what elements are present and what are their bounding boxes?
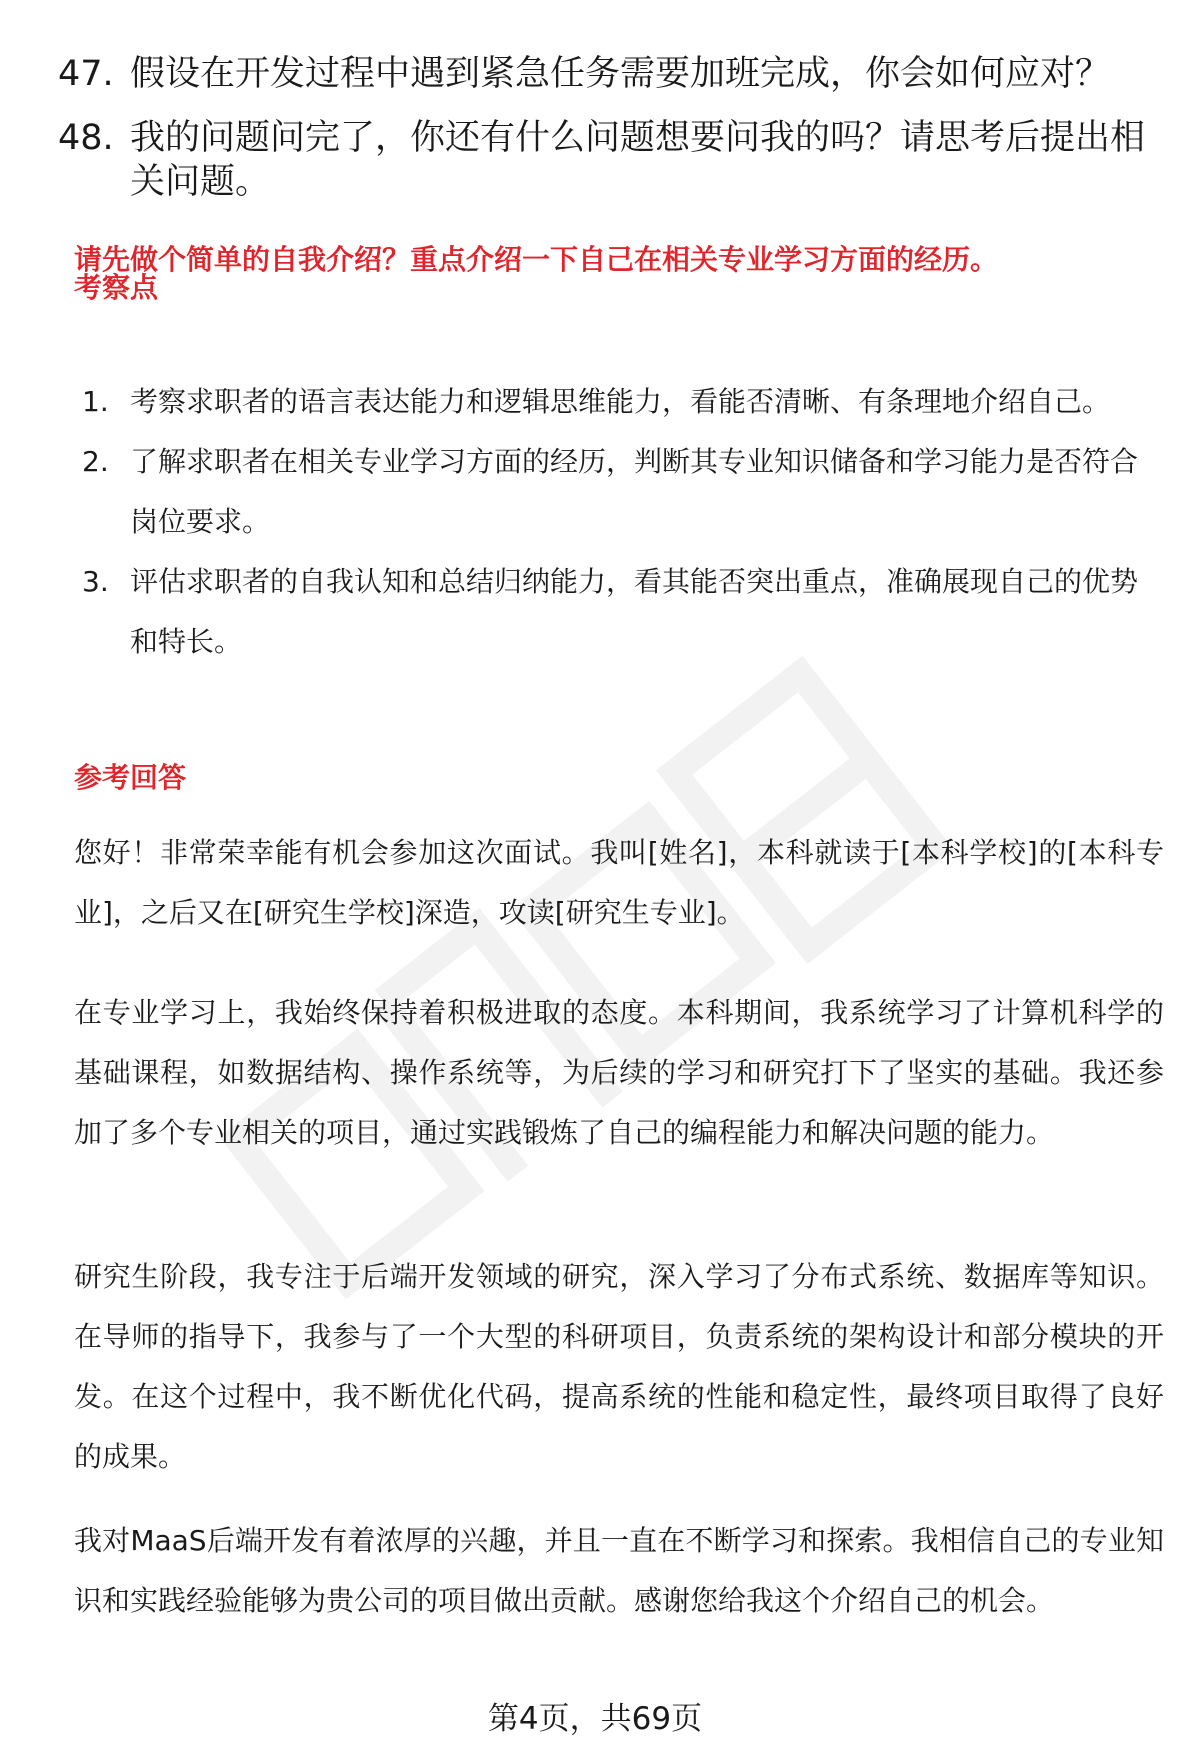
point-number: 3. [82,565,109,598]
point-item [82,372,1162,432]
question-title: 请先做个简单的自我介绍？重点介绍一下自己在相关专业学习方面的经历。 [74,243,999,276]
section-heading-answer: 参考回答 [74,761,187,794]
answer-paragraph-1: 您好！非常荣幸能有机会参加这次面试。我叫[姓名]，本科就读于[本科学校]的[本科专业]，之后又在[研究生学校]深造，攻读[研究生专业]。 [74,836,1164,929]
question-text: 我的问题问完了，你还有什么问题想要问我的吗？请思考后提出相关问题。 [130,118,1146,202]
point-number: 2. [82,445,109,478]
point-text: 了解求职者在相关专业学习方面的经历，判断其专业知识储备和学习能力是否符合岗位要求。 [130,445,1139,538]
point-text: 考察求职者的语言表达能力和逻辑思维能力，看能否清晰、有条理地介绍自己。 [130,385,1111,418]
page-number-footer: 第4页，共69页 [487,1701,703,1737]
question-text: 假设在开发过程中遇到紧急任务需要加班完成，你会如何应对？ [130,54,1111,94]
answer-paragraph-3: 研究生阶段，我专注于后端开发领域的研究，深入学习了分布式系统、数据库等知识。在导师的指导下，我参与了一个大型的科研项目，负责系统的架构设计和部分模块的开发。在这个过程中，我不断优化代码，提高系统的性能和稳定性，最终项目取得了良好的成果。 [74,1260,1164,1473]
answer-paragraph-2: 在专业学习上，我始终保持着积极进取的态度。本科期间，我系统学习了计算机科学的基础课程，如数据结构、操作系统等，为后续的学习和研究打下了坚实的基础。我还参加了多个专业相关的项目，通过实践锻炼了自己的编程能力和解决问题的能力。 [74,996,1164,1149]
question-number: 48. [58,118,114,158]
question-item-47 [58,52,1148,96]
point-item [82,552,1162,672]
question-number: 47. [58,54,114,94]
point-item [82,432,1162,552]
point-text: 评估求职者的自我认知和总结归纳能力，看其能否突出重点，准确展现自己的优势和特长。 [130,565,1139,658]
point-number: 1. [82,385,109,418]
answer-paragraph-4: 我对MaaS后端开发有着浓厚的兴趣，并且一直在不断学习和探索。我相信自己的专业知识和实践经验能够为贵公司的项目做出贡献。感谢您给我这个介绍自己的机会。 [74,1524,1164,1617]
question-list [58,52,1148,224]
points-list [82,372,1162,672]
section-heading-points: 考察点 [74,271,159,304]
question-item-48 [58,116,1148,204]
